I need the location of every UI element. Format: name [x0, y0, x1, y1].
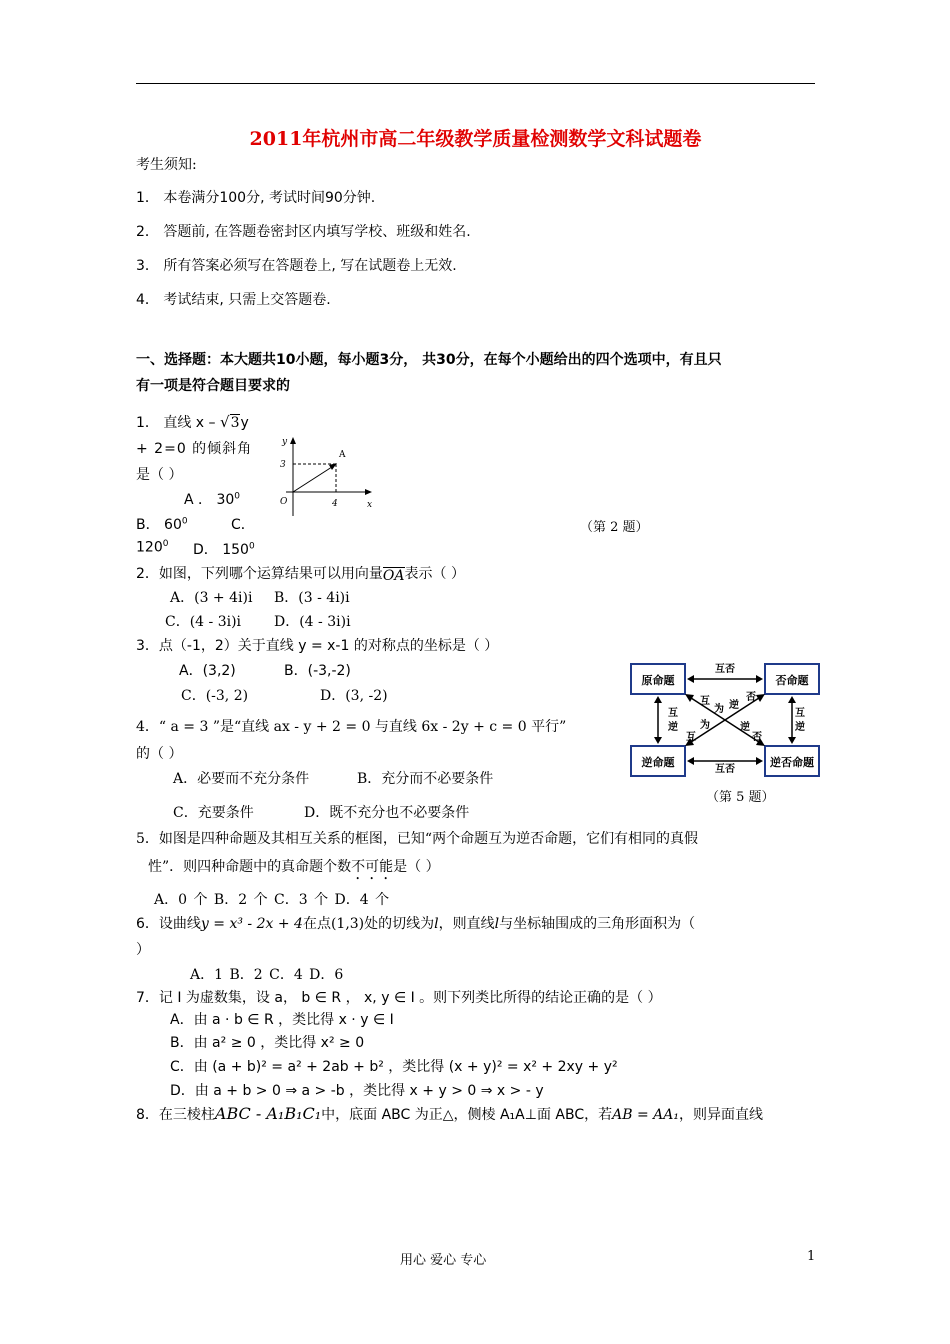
q2-stem: 2．如图，下列哪个运算结果可以用向量OA表示（ ）: [136, 566, 465, 584]
q1-opt-a: A ． $30^0$: [184, 491, 241, 508]
q1-opt-b: B． $60^0$: [136, 516, 188, 533]
fig2-label-x: x: [367, 500, 373, 510]
q6-line2: ）: [136, 942, 150, 958]
q4-stem-line1: 4．“ a = 3 ”是“直线 ax - y + 2 = 0 与直线 6x - 2y + c = 0 平行”: [136, 719, 567, 735]
q7-stem: 7．记 I 为虚数集，设 a， b ∈ R ， x, y ∈ I 。则下列类比所得的结论正确的是（ ）: [136, 990, 662, 1006]
q2-figure: [268, 432, 378, 522]
fig5-diag-label-a1: 互: [700, 696, 710, 707]
fig2-label-o: O: [280, 497, 288, 507]
q8-line: 8．在三棱柱ABC - A₁B₁C₁中，底面 ABC 为正△，侧棱 A₁A⊥面 ABC，若AB = AA₁，则异面直线: [136, 1104, 763, 1123]
q5-line1: 5．如图是四种命题及其相互关系的框图，已知“两个命题互为逆否命题，它们有相同的真假: [136, 831, 699, 847]
fig2-vector-oa: [293, 465, 335, 492]
q2-opt-d: D．(4 - 3i)i: [274, 614, 351, 630]
q4-opt-c: C．充要条件: [173, 805, 254, 821]
notice-item-3: 3． 所有答案必须写在答题卷上, 写在试题卷上无效.: [136, 258, 457, 274]
q7-opt-b: B．由 a² ≥ 0 ，类比得 x² ≥ 0: [170, 1035, 365, 1051]
q3-opt-c: C．(-3, 2): [181, 688, 249, 704]
fig2-caption: （第 2 题）: [580, 520, 649, 535]
q4-opt-a: A．必要而不充分条件: [173, 771, 310, 787]
q4-stem-line2: 的（ ）: [136, 746, 183, 762]
fig5-left-label-2: 逆: [668, 722, 678, 733]
q5-options: A．0 个 B．2 个 C．3 个 D．4 个: [154, 892, 390, 908]
q1-line1: 1． 直线 x – √3y: [136, 413, 249, 431]
q5-figure: [628, 658, 824, 782]
fig5-label-negation: 否命题: [775, 674, 809, 687]
section1-line1: 一、选择题：本大题共10小题，每小题3分， 共30分，在每个小题给出的四个选项中，有且只: [136, 352, 722, 368]
notice-item-1: 1． 本卷满分100分, 考试时间90分钟.: [136, 190, 376, 206]
fig5-diag-label-a3: 逆: [729, 700, 739, 711]
fig2-label-3: 3: [280, 460, 286, 470]
q2-opt-b: B．(3 - 4i)i: [274, 590, 350, 606]
notice-item-4: 4． 考试结束, 只需上交答题卷.: [136, 292, 331, 308]
fig5-right-label-2: 逆: [795, 722, 805, 733]
q3-opt-a: A．(3,2): [179, 663, 236, 679]
fig2-label-y: y: [282, 437, 288, 447]
notice-item-2: 2． 答题前, 在答题卷密封区内填写学校、班级和姓名.: [136, 224, 471, 240]
page-title: 2011年杭州市高二年级教学质量检测数学文科试题卷: [249, 128, 702, 150]
fig2-label-a: A: [339, 450, 346, 460]
q5-line2: 性”．则四种命题中的真命题个数不可能是（ ）: [148, 859, 440, 875]
q7-opt-d: D．由 a + b > 0 ⇒ a > -b ，类比得 x + y > 0 ⇒ x > - y: [170, 1083, 544, 1099]
fig5-diag-label-a4: 否: [746, 692, 756, 703]
q1-opt-c-label: C．: [231, 517, 255, 533]
q2-opt-c: C．(4 - 3i)i: [165, 614, 242, 630]
page-number: 1: [807, 1249, 816, 1264]
q6-line1: 6．设曲线y = x³ - 2x + 4在点(1,3)处的切线为l，则直线l与坐标轴围成的三角形面积为（: [136, 916, 696, 932]
fig5-caption: （第 5 题）: [706, 790, 775, 805]
q1-opt-c-value: $120^0$: [136, 539, 169, 556]
q1-line2: + 2=0 的倾斜角: [136, 441, 253, 457]
fig5-diag-label-a2: 为: [714, 704, 724, 715]
fig5-label-converse: 逆命题: [641, 756, 675, 769]
fig2-label-4: 4: [332, 499, 338, 509]
fig5-label-contrapositive: 逆否命题: [770, 756, 814, 769]
q6-options: A．1 B．2 C．4 D．6: [190, 967, 344, 983]
q3-stem: 3．点（-1，2）关于直线 y = x-1 的对称点的坐标是（ ）: [136, 638, 499, 654]
header-rule: [136, 83, 815, 84]
q1-line3: 是（ ）: [136, 467, 183, 483]
q7-opt-a: A．由 a · b ∈ R ，类比得 x · y ∈ I: [170, 1012, 394, 1028]
fig5-left-label-1: 互: [668, 708, 678, 719]
fig5-label-original: 原命题: [641, 674, 675, 687]
footer-slogan: 用心 爱心 专心: [400, 1253, 487, 1268]
q7-opt-c: C．由 (a + b)² = a² + 2ab + b² ，类比得 (x + y)² = x² + 2xy + y²: [170, 1059, 618, 1075]
fig5-bottom-label: 互否: [715, 764, 735, 775]
fig5-right-label-1: 互: [795, 708, 805, 719]
q4-opt-b: B．充分而不必要条件: [357, 771, 494, 787]
fig5-top-label: 互否: [715, 664, 735, 675]
fig5-diag-label-b4: 否: [752, 732, 762, 743]
fig2-y-arrow: [290, 437, 296, 444]
q3-opt-d: D．(3, -2): [320, 688, 388, 704]
q3-opt-b: B．(-3,-2): [284, 663, 351, 679]
q2-opt-a: A．(3 + 4i)i: [170, 590, 253, 606]
fig5-diag-label-b2: 为: [700, 720, 710, 731]
q4-opt-d: D．既不充分也不必要条件: [304, 805, 470, 821]
q2-vector: OA: [382, 568, 405, 584]
q1-opt-d: D． $150^0$: [193, 541, 255, 558]
notice-heading: 考生须知:: [136, 157, 197, 173]
q1-sqrt-arg: 3: [230, 415, 240, 431]
fig5-diag-label-b3: 逆: [740, 722, 750, 733]
fig5-diag-label-b1: 互: [686, 732, 696, 743]
fig2-x-arrow: [365, 489, 372, 495]
section1-line2: 有一项是符合题目要求的: [136, 378, 290, 394]
